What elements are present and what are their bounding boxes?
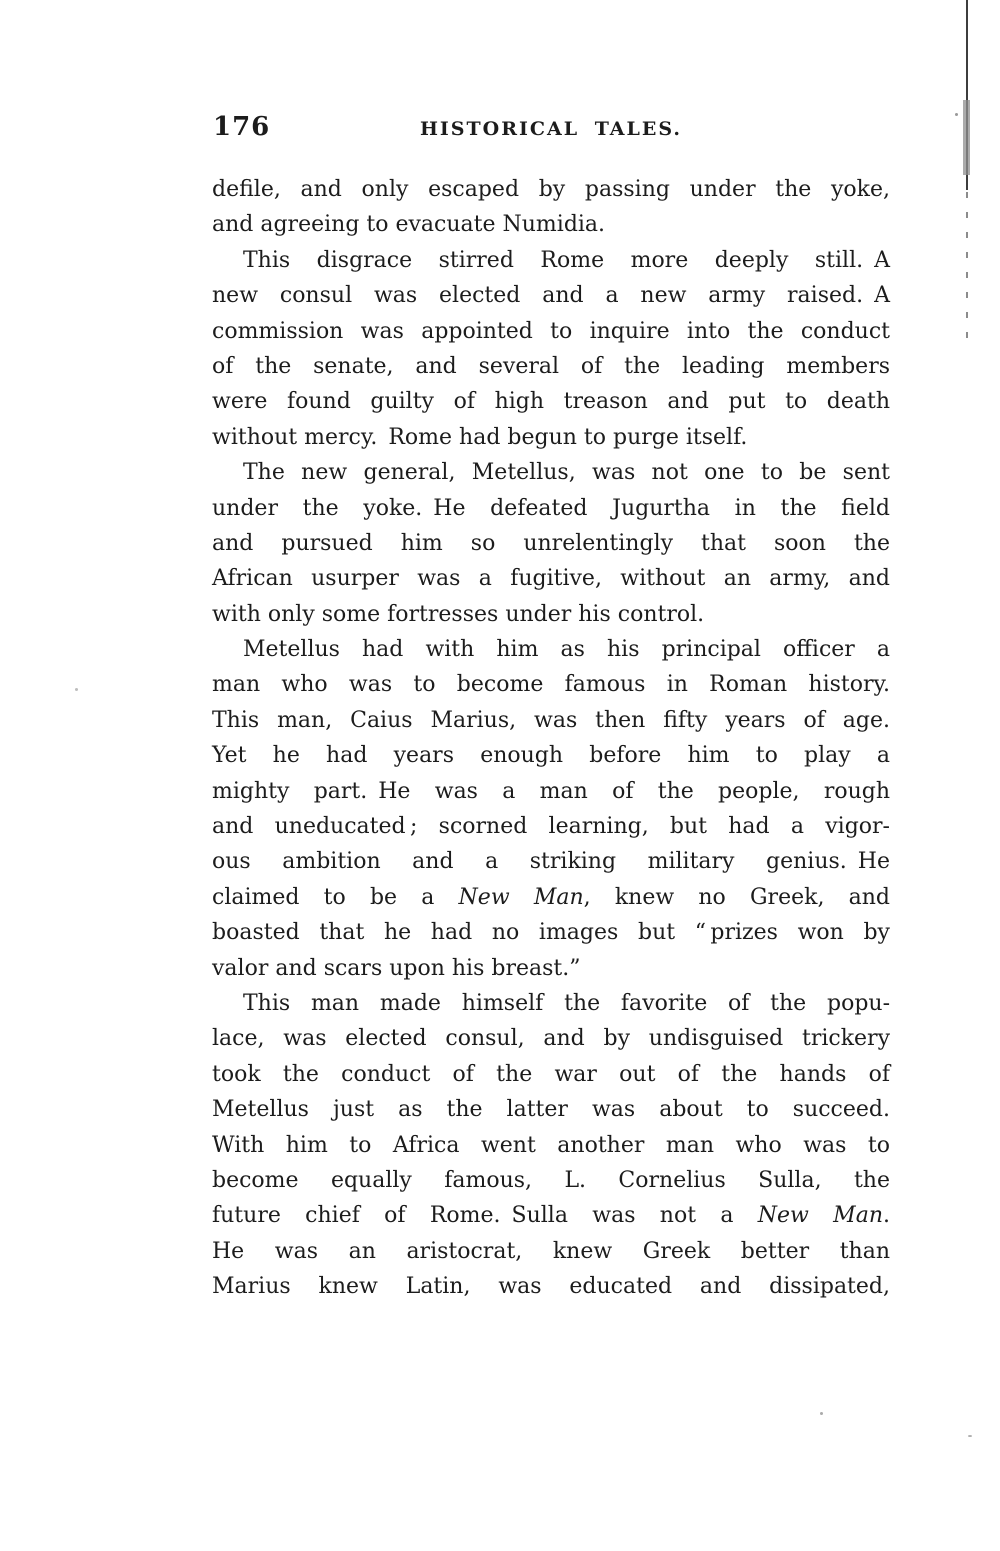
text-line <box>212 1092 890 1127</box>
text-line <box>212 420 890 455</box>
text-segment: man who was to become famous in Roman history. <box>212 672 890 698</box>
text-segment: This man made himself the favorite of the popu- <box>243 990 890 1016</box>
text-segment: with only some fortresses under his control. <box>212 601 705 627</box>
text-segment: took the conduct of the war out of the hands of <box>212 1061 890 1087</box>
running-title: HISTORICAL TALES. <box>419 118 683 140</box>
text-line <box>212 1128 890 1163</box>
text-segment: claimed to be a <box>212 884 459 910</box>
text-line <box>212 491 890 526</box>
text-segment: valor and scars upon his breast.” <box>212 955 581 981</box>
text-line <box>212 384 890 419</box>
text-segment: boasted that he had no images but “ prizes won by <box>212 920 890 946</box>
text-segment: This disgrace stirred Rome more deeply still. A <box>243 247 890 273</box>
text-segment: With him to Africa went another man who was to <box>212 1132 890 1158</box>
text-segment: This man, Caius Marius, was then fifty years of age. <box>212 707 890 733</box>
scan-speck <box>968 1435 972 1437</box>
text-line <box>212 349 890 384</box>
text-line <box>212 738 890 773</box>
page-number: 176 <box>213 112 271 142</box>
text-line <box>212 986 890 1021</box>
text-segment: defile, and only escaped by passing under the yoke, <box>212 177 890 202</box>
text-segment: . <box>883 1203 890 1229</box>
text-segment: Metellus had with him as his principal officer a <box>243 637 890 663</box>
text-line <box>212 526 890 561</box>
text-line <box>212 1269 890 1304</box>
text-segment: Marius knew Latin, was educated and dissipated, <box>212 1274 890 1300</box>
scan-speck <box>820 1412 823 1415</box>
text-segment: ous ambition and a striking military genius. He <box>212 849 890 875</box>
text-line <box>212 951 890 986</box>
scan-speck <box>955 113 958 116</box>
italic-text-segment: New Man <box>757 1203 883 1229</box>
text-segment: and uneducated ; scorned learning, but had a vigor- <box>212 814 890 840</box>
scan-artifact-smudge <box>963 100 970 175</box>
text-segment: , knew no Greek, and <box>583 884 890 910</box>
text-segment: commission was appointed to inquire into the conduct <box>212 318 890 344</box>
text-line <box>212 561 890 596</box>
text-segment: of the senate, and several of the leading members <box>212 353 890 379</box>
text-segment: and agreeing to evacuate Numidia. <box>212 212 606 238</box>
text-line <box>212 1198 890 1233</box>
text-line <box>212 278 890 313</box>
text-line <box>212 703 890 738</box>
text-segment: lace, was elected consul, and by undisguised trickery <box>212 1026 890 1052</box>
text-line <box>212 207 890 242</box>
text-segment: Yet he had years enough before him to play a <box>212 743 890 769</box>
text-line <box>212 774 890 809</box>
text-segment: future chief of Rome. Sulla was not a <box>212 1203 758 1229</box>
scan-artifact-dashes <box>966 192 968 347</box>
text-line <box>212 172 890 207</box>
text-segment: become equally famous, L. Cornelius Sulla, the <box>212 1167 890 1193</box>
text-line <box>212 667 890 702</box>
text-line <box>212 314 890 349</box>
text-line <box>212 915 890 950</box>
text-segment: and pursued him so unrelentingly that soon the <box>212 530 890 556</box>
text-segment: The new general, Metellus, was not one to be sent <box>243 460 890 486</box>
text-line <box>212 632 890 667</box>
text-line <box>212 880 890 915</box>
text-segment: mighty part. He was a man of the people, rough <box>212 778 890 804</box>
text-line <box>212 597 890 632</box>
scan-speck <box>75 688 78 691</box>
text-line <box>212 1163 890 1198</box>
text-block <box>212 172 890 1305</box>
text-segment: Metellus just as the latter was about to succeed. <box>212 1097 890 1123</box>
text-line <box>212 844 890 879</box>
text-segment: He was an aristocrat, knew Greek better than <box>212 1238 890 1264</box>
running-header <box>212 112 890 146</box>
text-line <box>212 1021 890 1056</box>
text-segment: under the yoke. He defeated Jugurtha in the field <box>212 495 890 521</box>
text-segment: were found guilty of high treason and put to death <box>212 389 890 415</box>
text-line <box>212 1057 890 1092</box>
text-segment: new consul was elected and a new army raised. A <box>212 283 890 309</box>
italic-text-segment: New Man <box>458 884 584 910</box>
text-line <box>212 809 890 844</box>
text-line <box>212 1234 890 1269</box>
text-line <box>212 455 890 490</box>
text-segment: African usurper was a fugitive, without an army, and <box>212 566 890 592</box>
text-segment: without mercy. Rome had begun to purge itself. <box>212 424 748 450</box>
text-line <box>212 243 890 278</box>
